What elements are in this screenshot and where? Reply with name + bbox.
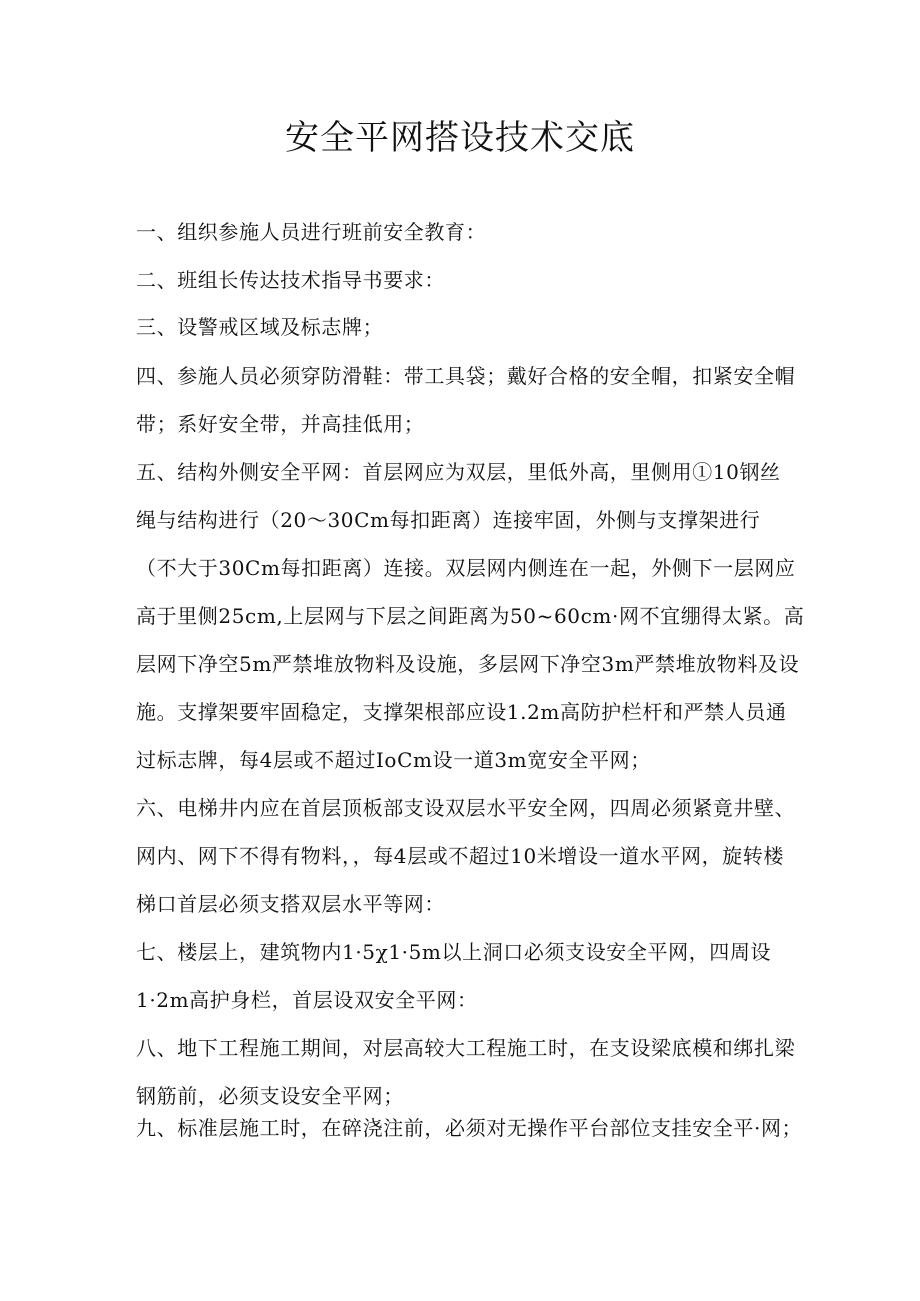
- text-line: 绳与结构进行（20～30Cm每扣距离）连接牢固，外侧与支撑架进行: [136, 508, 761, 532]
- text-line: 一、组织参施人员进行班前安全教育：: [136, 220, 487, 244]
- text-line: 五、结构外侧安全平网：首层网应为双层，里低外高，里侧用①10钢丝: [136, 460, 781, 484]
- text-line: 层网下净空5m严禁堆放物料及设施，多层网下净空3m严禁堆放物料及设: [136, 652, 800, 676]
- text-line: 六、电梯井内应在首层顶板部支设双层水平安全网，四周必须紧竟井壁、: [136, 796, 796, 820]
- text-line: 九、标准层施工时，在碎浇注前，必须对无操作平台部位支挂安全平·网；: [136, 1116, 803, 1140]
- text-line: 带；系好安全带，并高挂低用；: [136, 412, 425, 436]
- text-line: 梯口首层必须支搭双层水平等网：: [136, 892, 445, 916]
- text-line: 四、参施人员必须穿防滑鞋：带工具袋；戴好合格的安全帽，扣紧安全帽: [136, 364, 796, 388]
- text-line: 网内、网下不得有物料，，每4层或不超过10米增设一道水平网，旋转楼: [136, 844, 784, 868]
- document-title: 安全平网搭设技术交底: [285, 118, 635, 158]
- text-line: 1·2m高护身栏，首层设双安全平网：: [136, 988, 478, 1012]
- text-line: 二、班组长传达技术指导书要求：: [136, 268, 445, 292]
- text-line: 施。支撑架要牢固稳定，支撑架根部应设1.2m高防护栏杆和严禁人员通: [136, 700, 787, 724]
- text-line: 高于里侧25cm,上层网与下层之间距离为50~60cm·网不宜绷得太紧。高: [136, 604, 805, 628]
- text-line: 三、设警戒区域及标志牌；: [136, 315, 384, 339]
- text-line: （不大于30Cm每扣距离）连接。双层网内侧连在一起，外侧下一层网应: [136, 556, 796, 580]
- text-line: 八、地下工程施工期间，对层高较大工程施工时，在支设梁底模和绑扎梁: [136, 1036, 796, 1060]
- text-line: 七、楼层上，建筑物内1·5χ1·5m以上洞口必须支设安全平网，四周设: [136, 940, 772, 964]
- text-line: 过标志牌，每4层或不超过IoCm设一道3m宽安全平网；: [136, 748, 651, 772]
- text-line: 钢筋前，必须支设安全平网；: [136, 1084, 404, 1108]
